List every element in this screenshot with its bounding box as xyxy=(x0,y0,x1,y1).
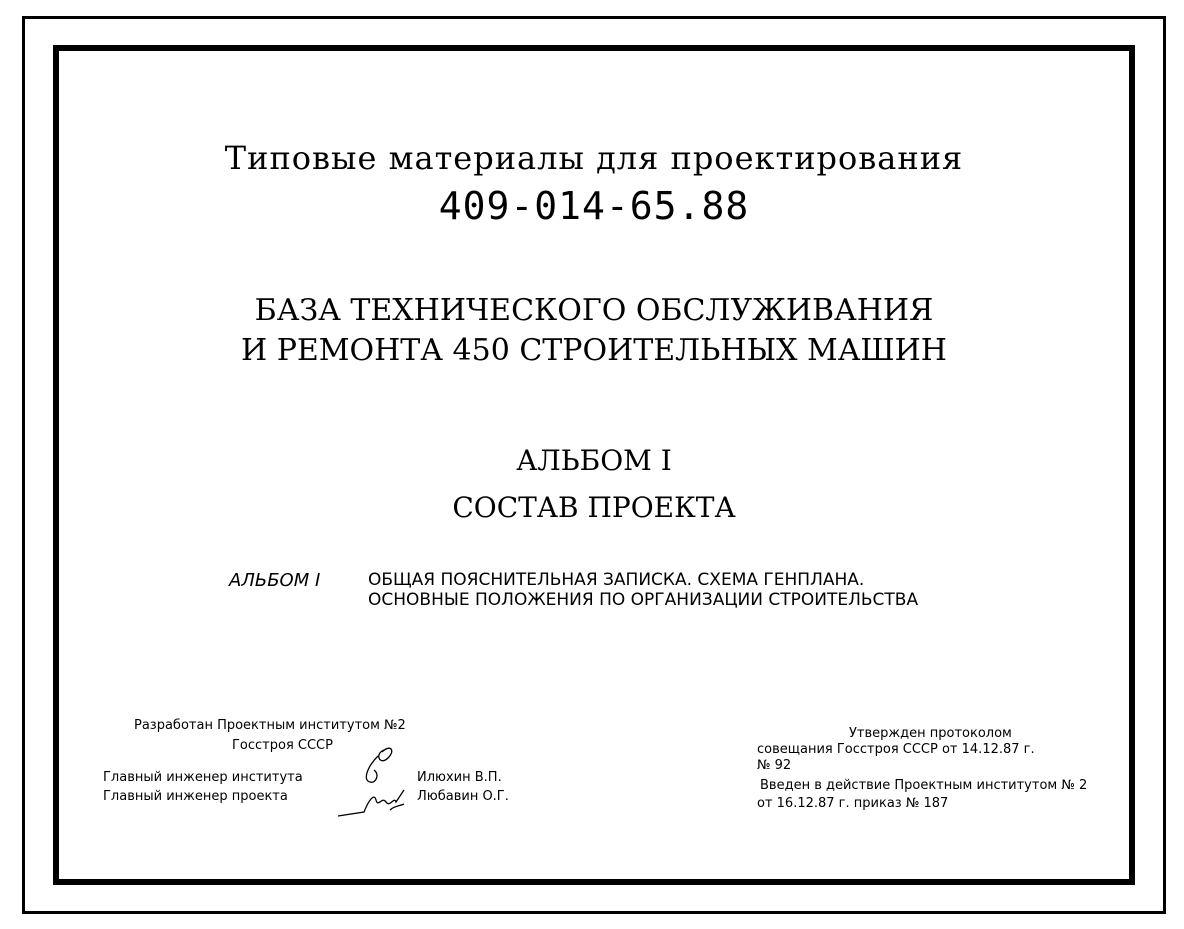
developer-line-1: Разработан Проектным институтом №2 xyxy=(134,718,406,733)
contents-line-2: ОСНОВНЫЕ ПОЛОЖЕНИЯ ПО ОРГАНИЗАЦИИ СТРОИТЕЛЬСТВА xyxy=(368,590,919,610)
signature-icon xyxy=(334,740,414,820)
role-name-1: Илюхин В.П. xyxy=(417,770,502,785)
approval-line-1: Утвержден протоколом xyxy=(849,726,1012,741)
role-title-2: Главный инженер проекта xyxy=(103,789,288,804)
approval-line-4: Введен в действие Проектным институтом № 2 xyxy=(760,778,1088,793)
approval-line-5: от 16.12.87 г. приказ № 187 xyxy=(757,796,949,811)
object-title-line-2: И РЕМОНТА 450 СТРОИТЕЛЬНЫХ МАШИН xyxy=(241,333,947,368)
approval-line-2: совещания Госстроя СССР от 14.12.87 г. xyxy=(757,742,1035,757)
object-title-line-1: БАЗА ТЕХНИЧЕСКОГО ОБСЛУЖИВАНИЯ xyxy=(254,293,934,328)
album-composition: СОСТАВ ПРОЕКТА xyxy=(452,491,736,524)
contents-album-label: АЛЬБОМ I xyxy=(229,570,321,591)
developer-line-2: Госстроя СССР xyxy=(232,738,333,753)
contents-line-1: ОБЩАЯ ПОЯСНИТЕЛЬНАЯ ЗАПИСКА. СХЕМА ГЕНПЛАНА. xyxy=(368,570,865,590)
album-number: АЛЬБОМ I xyxy=(516,444,672,477)
role-name-2: Любавин О.Г. xyxy=(417,789,509,804)
role-title-1: Главный инженер института xyxy=(103,770,303,785)
document-code: 409-014-65.88 xyxy=(438,184,750,228)
approval-line-3: № 92 xyxy=(757,758,792,773)
document-title: Типовые материалы для проектирования xyxy=(224,139,964,177)
